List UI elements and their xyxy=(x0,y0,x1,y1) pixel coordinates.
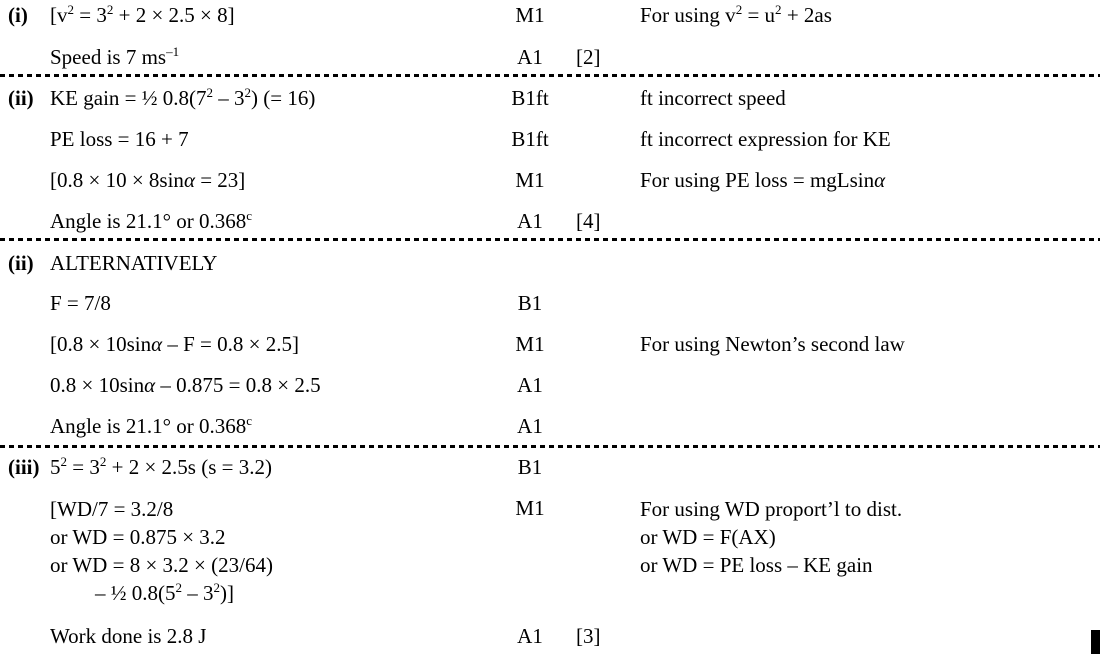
mark-scheme-row xyxy=(0,126,1100,152)
comment-text-block xyxy=(640,495,1100,579)
section-divider xyxy=(0,445,1100,448)
mark-scheme-row xyxy=(0,454,1100,480)
mark-scheme-row xyxy=(0,208,1100,234)
mark-code: A1 xyxy=(517,414,543,438)
mark-code: B1 xyxy=(517,291,543,315)
mark-scheme-row xyxy=(0,2,1100,28)
section-divider xyxy=(0,74,1100,77)
working-text: $[v^2 = 3^2 + 2 \times 2.5 \times 8]$ xyxy=(50,2,235,27)
comment-line: For using WD proport’l to dist. xyxy=(640,497,903,521)
working-line: or WD = 0.875 × 3.2 xyxy=(50,525,226,549)
working-line: [WD/7 = 3.2/8 xyxy=(50,497,174,521)
mark-code: B1ft xyxy=(511,127,549,151)
mark-code: B1 xyxy=(517,455,543,479)
part-label: (ii) xyxy=(8,251,34,275)
working-text: KE gain = ½ $0.8(7^2 - 3^2)$ (= 16) xyxy=(50,85,316,110)
comment-text: For using Newton’s second law xyxy=(640,332,905,356)
working-text-block xyxy=(50,495,500,607)
working-text: PE loss = 16 + 7 xyxy=(50,127,189,151)
mark-scheme-row xyxy=(0,413,1100,439)
mark-code: A1 xyxy=(517,373,543,397)
comment-text: ft incorrect expression for KE xyxy=(640,127,891,151)
comment-text: For using PE loss = mgLsinα xyxy=(640,168,886,192)
mark-code: M1 xyxy=(515,168,545,192)
mark-code: B1ft xyxy=(511,86,549,110)
part-label: (i) xyxy=(8,3,28,27)
mark-scheme-row xyxy=(0,167,1100,193)
working-text: [0.8 × 10 × 8sinα = 23] xyxy=(50,168,246,192)
page-edge-artifact xyxy=(1091,630,1100,654)
comment-text: For using $v^2 = u^2 + 2as$ xyxy=(640,2,832,27)
comment-text: ft incorrect speed xyxy=(640,86,786,110)
section-total: [4] xyxy=(576,209,601,233)
mark-scheme-row xyxy=(0,44,1100,70)
mark-scheme-row xyxy=(0,623,1100,649)
section-total: [2] xyxy=(576,45,601,69)
working-text: Work done is 2.8 J xyxy=(50,624,207,648)
working-text: $5^2 = 3^2 + 2 \times 2.5s$ (s = 3.2) xyxy=(50,454,272,479)
mark-code: A1 xyxy=(517,624,543,648)
part-label: (iii) xyxy=(8,455,40,479)
working-line: – ½ $0.8(5^2 - 3^2)$] xyxy=(95,580,235,605)
mark-code: A1 xyxy=(517,209,543,233)
working-text: Speed is 7 $ms^{-1}$ xyxy=(50,44,180,69)
mark-code: M1 xyxy=(515,496,545,520)
working-line: or WD = 8 × 3.2 × (23/64) xyxy=(50,553,273,577)
working-text: Angle is 21.1° or 0.368$^c$ xyxy=(50,413,252,438)
comment-line: or WD = PE loss – KE gain xyxy=(640,553,873,577)
part-label: (ii) xyxy=(8,86,34,110)
working-text: Angle is 21.1° or 0.368$^c$ xyxy=(50,208,252,233)
working-text: 0.8 × 10sinα – 0.875 = 0.8 × 2.5 xyxy=(50,373,321,397)
section-total: [3] xyxy=(576,624,601,648)
working-text: F = 7/8 xyxy=(50,291,111,315)
mark-scheme-row xyxy=(0,372,1100,398)
mark-scheme-row xyxy=(0,331,1100,357)
mark-scheme-row xyxy=(0,495,1100,607)
working-text: [0.8 × 10sinα – F = 0.8 × 2.5] xyxy=(50,332,299,356)
mark-code: A1 xyxy=(517,45,543,69)
working-text: ALTERNATIVELY xyxy=(50,251,218,275)
mark-scheme-row xyxy=(0,290,1100,316)
section-divider xyxy=(0,238,1100,241)
mark-code: M1 xyxy=(515,332,545,356)
mark-scheme-row xyxy=(0,85,1100,111)
comment-line: or WD = F(AX) xyxy=(640,525,776,549)
mark-code: M1 xyxy=(515,3,545,27)
mark-scheme-row xyxy=(0,250,1100,276)
